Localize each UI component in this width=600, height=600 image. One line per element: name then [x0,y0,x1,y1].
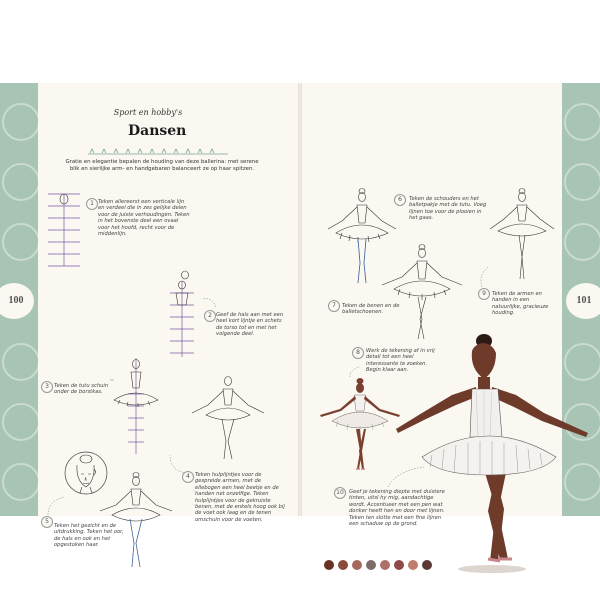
step4-pose-figure [188,375,268,465]
step9-arms-figure [488,187,556,283]
step-text-9: Teken de armen en handen in een natuurlijke, gracieuze houding. [492,291,549,317]
step-text-7: Teken de benen en de balletschoenen. [342,303,400,316]
step3-tutu-figure [108,358,164,458]
step2-guide-figure [164,281,200,359]
step-text-6: Teken de schouders en het balletpakje met de tutu. Voeg lijnen toe voor de plooien in het gaas. [409,196,487,222]
step7-legs-figure [380,243,464,343]
arrow-icon [386,465,426,489]
step-number-2: 2 [204,310,216,322]
final-ballerina-illustration [392,329,592,579]
section-kicker: Sport en hobby's [113,108,183,117]
color-swatch-5 [380,560,390,570]
color-swatch-3 [352,560,362,570]
gutter [298,83,302,516]
step5-ballerina-figure [96,471,176,573]
page-number-right: 101 [566,283,600,319]
color-swatches [324,560,432,570]
step-text-8: Werk de tekening af in vrij detail tot een heel interessante te zoeken. Begin klaar aan. [366,348,435,374]
step1-guide-figure [44,190,84,270]
step-text-4: Teken hulplijntjes voor de gespreide armen, met de ellebogen een heel beetje en de handen net onzelfige. Teken hulplijntjes voor de gekruiste benen, met de enkels hoog ook bij de voet ook laag en de tenen omschuin voor de voeten. [195,472,285,523]
color-swatch-8 [422,560,432,570]
step-text-1: Teken allereerst een verticale lijn en verdeel die in zes gelijke delen voor de juiste verhoudingen. Teken in het bovenste deel een ovaal voor het hoofd, recht voor de middenlijn. [98,199,190,238]
color-swatch-2 [338,560,348,570]
step-number-8: 8 [352,347,364,359]
page-title: Dansen [128,123,187,139]
decorative-border [88,147,228,155]
step-number-5: 5 [41,516,53,528]
arrow-icon [46,493,66,517]
color-swatch-7 [408,560,418,570]
page-number-left: 100 [0,283,34,319]
step-text-5: Teken het gezicht en de uitdrukking. Teken het oor, de hals en ook en het opgestoken haar. [54,523,124,549]
step-number-3: 3 [41,381,53,393]
step-number-9: 9 [478,288,490,300]
arrow-icon [348,365,362,379]
step8-colored-figure [318,375,402,475]
step-number-4: 4 [182,471,194,483]
step-number-1: 1 [86,198,98,210]
color-swatch-4 [366,560,376,570]
step-text-2: Geef de hals aan met een heel kort lijntje en schets de torso tot en met het volgende deel. [216,312,284,338]
arrow-icon [476,265,492,289]
arrow-icon [198,295,218,309]
book-spread [0,83,600,549]
color-swatch-6 [394,560,404,570]
step-number-6: 6 [394,194,406,206]
intro-text: Gratie en elegantie bepalen de houding van deze ballerina: met serene blik en sierlijke arm- en handgebaren balanceert ze op haar spitzen. [65,159,259,172]
color-swatch-1 [324,560,334,570]
step-number-7: 7 [328,300,340,312]
step-number-10: 10 [334,487,346,499]
step-text-10: Geef je tekening diepte met duistere tinten, uitsl hy mig, aandachtige wordt. Accentueer met een pen wat donker heeft hen en door met lijnen. Teken ten slotte met een fine lijnen een schaduw op de grond. [349,489,445,528]
step-text-3: Teken de tutu schuin onder de borstkas. [54,383,109,396]
